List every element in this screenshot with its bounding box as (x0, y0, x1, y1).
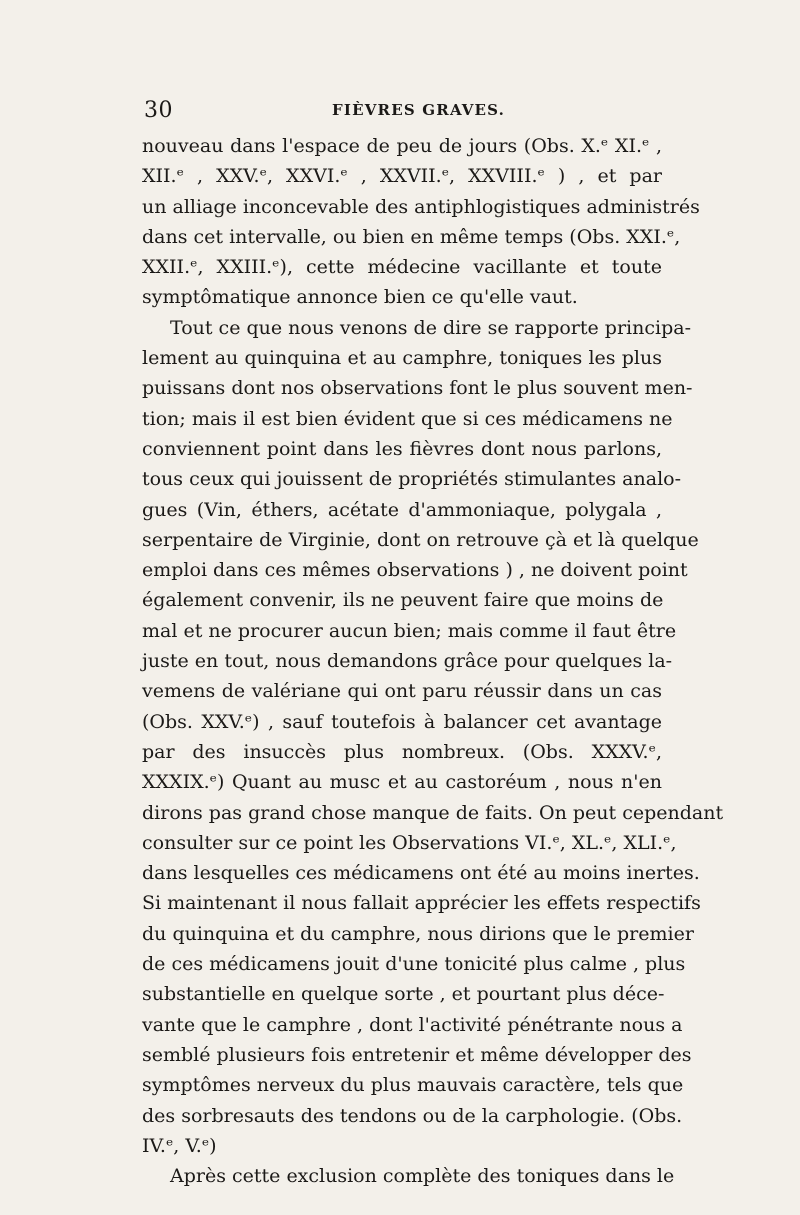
text-line: de ces médicamens jouit d'une tonicité plus calme , plus (142, 953, 686, 976)
text-line: XXXIX.ᵉ) Quant au musc et au castoréum , nous n'en (142, 771, 662, 794)
text-line: dans lesquelles ces médicamens ont été au moins inertes. (142, 862, 700, 885)
text-line: dirons pas grand chose manque de faits. On peut cependant (142, 801, 724, 824)
text-line: substantielle en quelque sorte , et pourtant plus déce- (142, 983, 665, 1006)
paragraph-start-line: Tout ce que nous venons de dire se rapporte principa- (170, 316, 691, 339)
text-line: un alliage inconcevable des antiphlogistiques administrés (142, 195, 700, 218)
text-line: également convenir, ils ne peuvent faire que moins de (142, 589, 664, 612)
text-line: emploi dans ces mêmes observations ) , ne doivent point (142, 559, 688, 582)
text-line: Si maintenant il nous fallait apprécier les effets respectifs (142, 892, 701, 915)
text-line: conviennent point dans les fièvres dont nous parlons, (142, 437, 662, 460)
text-line: XXII.ᵉ, XXIII.ᵉ), cette médecine vacillante et toute (142, 256, 662, 279)
text-line: par des insuccès plus nombreux. (Obs. XXXV.ᵉ, (142, 740, 662, 763)
text-line: (Obs. XXV.ᵉ) , sauf toutefois à balancer cet avantage (142, 710, 662, 733)
text-line: tous ceux qui jouissent de propriétés stimulantes analo- (142, 468, 682, 491)
text-line: du quinquina et du camphre, nous dirions que le premier (142, 922, 694, 945)
running-head: FIÈVRES GRAVES. (332, 101, 506, 119)
text-line: nouveau dans l'espace de peu de jours (Obs. X.ᵉ XI.ᵉ , (142, 135, 662, 157)
text-line: vemens de valériane qui ont paru réussir dans un cas (142, 680, 662, 703)
paragraph-start-line: Après cette exclusion complète des toniques dans le (170, 1165, 675, 1188)
page-number: 30 (144, 98, 173, 123)
text-line: vante que le camphre , dont l'activité pénétrante nous a (142, 1013, 683, 1036)
page-header (144, 98, 664, 132)
text-line: mal et ne procurer aucun bien; mais comme il faut être (142, 619, 677, 642)
text-line: serpentaire de Virginie, dont on retrouve çà et là quelque (142, 528, 699, 551)
text-line: gues (Vin, éthers, acétate d'ammoniaque, polygala , (142, 498, 662, 521)
text-line: semblé plusieurs fois entretenir et même développer des (142, 1043, 692, 1066)
text-line: puissans dont nos observations font le plus souvent men- (142, 377, 693, 400)
text-line: tion; mais il est bien évident que si ces médicamens ne (142, 407, 673, 430)
text-line: symptômatique annonce bien ce qu'elle vaut. (142, 286, 578, 309)
text-line: juste en tout, nous demandons grâce pour quelques la- (142, 650, 673, 673)
body-text (142, 131, 724, 1191)
text-line: IV.ᵉ, V.ᵉ) (142, 1134, 217, 1157)
text-line: dans cet intervalle, ou bien en même temps (Obs. XXI.ᵉ, (142, 225, 681, 248)
text-line: consulter sur ce point les Observations VI.ᵉ, XL.ᵉ, XLI.ᵉ, (142, 831, 677, 854)
text-line: symptômes nerveux du plus mauvais caractère, tels que (142, 1074, 684, 1097)
text-line: des sorbresauts des tendons ou de la carphologie. (Obs. (142, 1104, 683, 1127)
text-line: lement au quinquina et au camphre, toniques les plus (142, 347, 662, 370)
text-line: XII.ᵉ , XXV.ᵉ, XXVI.ᵉ , XXVII.ᵉ, XXVIII.ᵉ ) , et par (142, 165, 662, 188)
